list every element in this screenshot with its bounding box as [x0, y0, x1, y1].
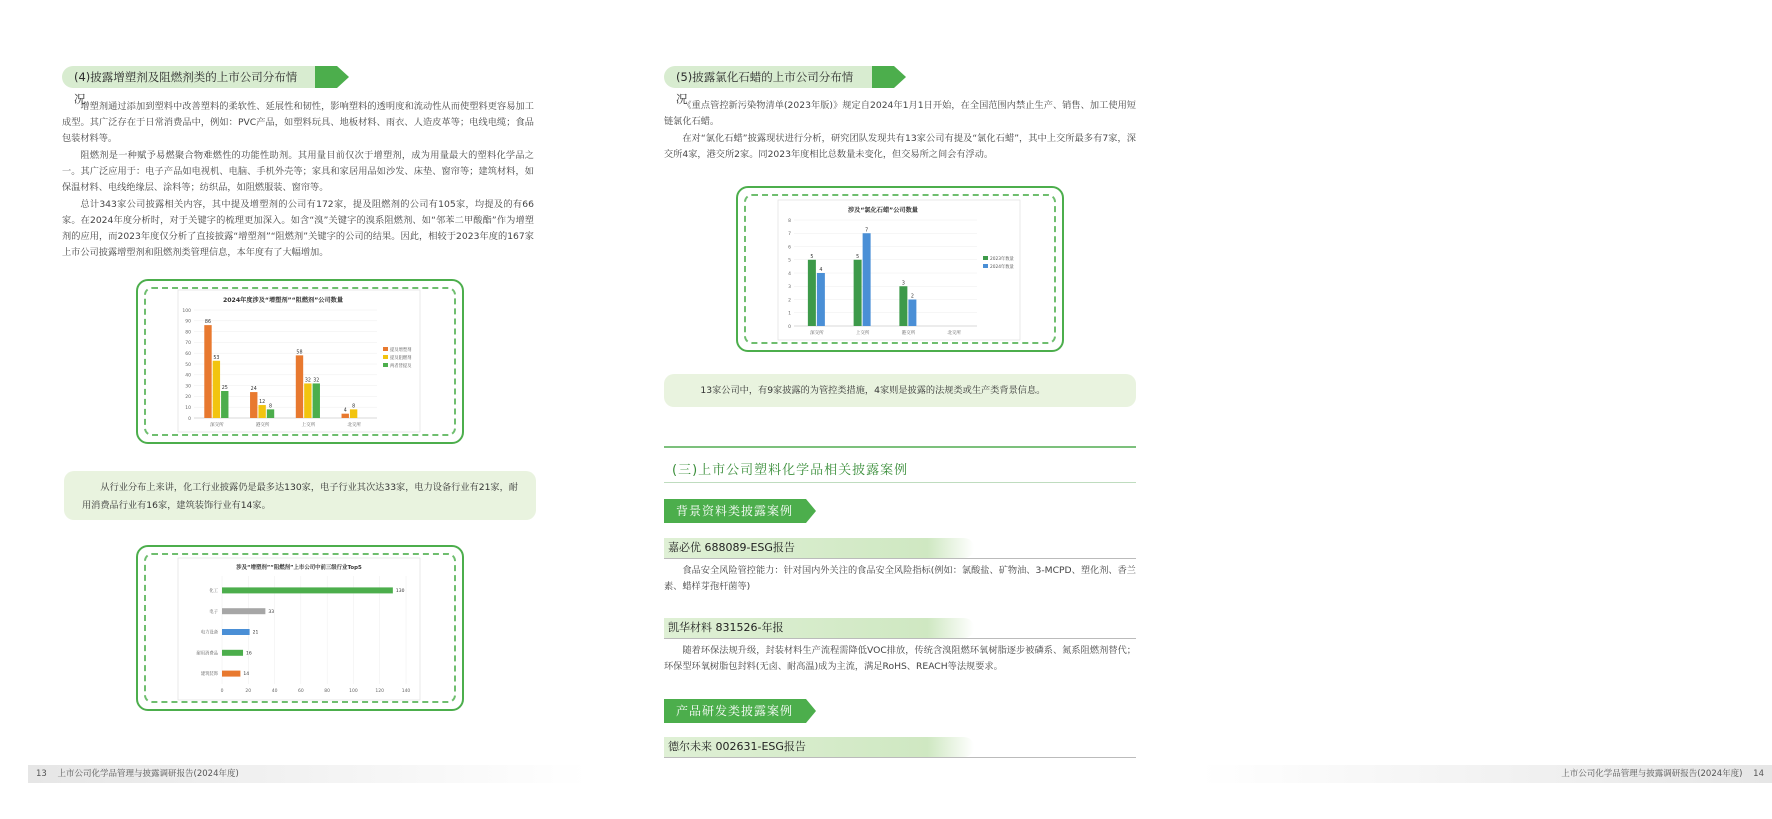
x-tick-label: 港交所 — [255, 423, 270, 428]
paragraph-r2: 在对“氯化石蜡”披露现状进行分析，研究团队发现共有13家公司有提及“氯化石蜡”，其中上交所最多有7家，深交所4家，港交所2家。同2023年度相比总数量未变化，但交易所之间会有浮动。 — [664, 133, 1136, 160]
bar — [222, 587, 393, 593]
bar-value-label: 5 — [856, 254, 860, 260]
tab-background-cases: 背景资料类披露案例 — [664, 499, 806, 523]
bar-value-label: 25 — [221, 386, 228, 391]
note-paraffin-text: 13家公司中，有9家披露的为管控类措施，4家则是披露的法规类或生产类背景信息。 — [700, 385, 1046, 396]
left-page — [0, 0, 600, 819]
divider — [664, 446, 1136, 448]
bar-value-label: 14 — [243, 672, 250, 678]
bar — [221, 391, 228, 418]
bar — [222, 650, 243, 656]
y-tick-label: 耐用消费品 — [196, 651, 218, 657]
y-tick-label: 2 — [788, 298, 791, 304]
section-title-plasticizer: (4)披露增塑剂及阻燃剂类的上市公司分布情况 — [62, 66, 337, 88]
y-tick-label: 0 — [188, 416, 191, 422]
bar-value-label: 32 — [304, 378, 311, 384]
tab-product-rd-cases: 产品研发类披露案例 — [664, 699, 806, 723]
x-tick-label: 80 — [324, 689, 331, 694]
y-tick-label: 20 — [185, 395, 191, 401]
case-title-deer: 德尔未来 002631-ESG报告 — [664, 737, 974, 757]
bar — [267, 409, 274, 418]
bar — [899, 286, 907, 326]
bar — [258, 405, 265, 418]
bar-value-label: 130 — [395, 589, 405, 594]
legend-label: 提及阻燃剂 — [390, 356, 412, 361]
y-tick-label: 5 — [788, 258, 791, 264]
x-tick-label: 60 — [297, 689, 304, 694]
chart-title: 涉及“增塑剂”“阻燃剂”上市公司中前三级行业Top5 — [236, 565, 362, 571]
y-tick-label: 化工 — [209, 589, 218, 594]
bar-value-label: 3 — [901, 281, 905, 287]
y-tick-label: 70 — [185, 341, 191, 347]
footer-title-left: 上市公司化学品管理与披露调研报告(2024年度) — [57, 769, 239, 779]
x-tick-label: 120 — [375, 689, 385, 694]
legend-label: 两者皆提及 — [390, 364, 412, 369]
y-tick-label: 60 — [185, 352, 191, 357]
bar — [908, 300, 916, 327]
bar — [204, 325, 211, 418]
y-tick-label: 建筑装饰 — [200, 672, 218, 678]
page-number-right: 14 — [1753, 769, 1764, 779]
x-tick-label: 100 — [349, 689, 358, 694]
page-number-left: 13 — [36, 769, 47, 779]
footer-title-right: 上市公司化学品管理与披露调研报告(2024年度) — [1561, 769, 1743, 779]
case-title-jiabiyou: 嘉必优 688089-ESG报告 — [664, 538, 974, 558]
bar — [222, 608, 265, 614]
cases-heading: (三)上市公司塑料化学品相关披露案例 — [672, 463, 909, 478]
bar — [863, 233, 871, 326]
y-tick-label: 4 — [788, 271, 791, 277]
x-tick-label: 140 — [401, 689, 411, 694]
bar — [350, 409, 357, 418]
x-tick-label: 北交所 — [347, 423, 361, 428]
bar — [854, 260, 862, 326]
bar — [817, 273, 825, 326]
bar-value-label: 8 — [352, 404, 356, 410]
note-industry — [64, 471, 536, 520]
y-tick-label: 30 — [185, 384, 191, 390]
bar-value-label: 8 — [268, 404, 273, 410]
footer-right — [1200, 765, 1772, 783]
x-tick-label: 深交所 — [210, 423, 224, 428]
bar-value-label: 2 — [910, 294, 914, 300]
bar — [222, 629, 250, 635]
y-tick-label: 40 — [185, 373, 191, 379]
legend-swatch — [383, 347, 388, 351]
y-tick-label: 7 — [788, 232, 791, 238]
bar — [296, 355, 303, 418]
x-tick-label: 港交所 — [901, 331, 916, 336]
bar-value-label: 86 — [204, 320, 212, 326]
paragraph-1: 增塑剂通过添加到塑料中改善塑料的柔软性、延展性和韧性，影响塑料的透明度和流动性从而使塑料更容易加工成型。其广泛存在于日常消费品中，例如：PVC产品，如塑料玩具、地板材料、雨衣、人造皮革等；电线电缆；食品包装材料等。 — [62, 101, 534, 144]
x-tick-label: 40 — [271, 689, 278, 694]
y-tick-label: 电力设备 — [200, 630, 218, 636]
y-tick-label: 0 — [788, 324, 791, 330]
bar-value-label: 12 — [259, 400, 266, 406]
y-tick-label: 80 — [185, 330, 191, 336]
divider-thin — [664, 482, 1136, 483]
case-text-kaihua: 随着环保法规升级，封装材料生产流程需降低VOC排放，传统含溴阻燃环氧树脂逐步被磷系、氮系阻燃剂替代；环保型环氧树脂包封料(无卤、耐高温)成为主流，满足RoHS、REACH等法规要求。 — [664, 645, 1136, 672]
legend-label: 提及增塑剂 — [390, 348, 412, 353]
bar — [222, 671, 240, 677]
case-text-jiabiyou: 食品安全风险管控能力：针对国内外关注的食品安全风险指标(例如：氯酸盐、矿物油、3-MCPD、塑化剂、香兰素、蜡样芽孢杆菌等) — [664, 565, 1136, 592]
legend-swatch — [983, 256, 988, 260]
x-tick-label: 北交所 — [947, 331, 961, 336]
chart-title: 2024年度涉及“增塑剂”“阻燃剂”公司数量 — [222, 297, 344, 304]
legend-label: 2023年数量 — [990, 257, 1014, 262]
bar-value-label: 16 — [246, 651, 252, 657]
y-tick-label: 3 — [788, 285, 791, 291]
chart-industry-top5 — [178, 558, 420, 700]
legend-swatch — [383, 355, 388, 359]
note-paraffin — [664, 374, 1136, 407]
chart-chlorinated-paraffin — [778, 200, 1020, 340]
y-tick-label: 6 — [788, 245, 791, 251]
y-tick-label: 1 — [788, 311, 791, 317]
y-tick-label: 50 — [185, 362, 191, 368]
bar-value-label: 53 — [213, 355, 220, 361]
x-tick-label: 深交所 — [810, 331, 824, 336]
y-tick-label: 100 — [182, 308, 191, 314]
bar — [313, 383, 320, 418]
bar-value-label: 58 — [296, 350, 303, 356]
section-title-chlorinated-paraffin: (5)披露氯化石蜡的上市公司分布情况 — [664, 66, 894, 88]
paragraph-2: 阻燃剂是一种赋予易燃聚合物难燃性的功能性助剂。其用量目前仅次于增塑剂，成为用量最大的塑料化学品之一。其广泛应用于：电子产品如电视机、电脑、手机外壳等；家具和家居用品如沙发、床垫、窗帘等；建筑材料，如保温材料、电线绝缘层、涂料等；纺织品，如阻燃服装、窗帘等。 — [62, 150, 534, 193]
bar-value-label: 4 — [819, 268, 823, 273]
y-tick-label: 8 — [788, 218, 791, 224]
bar-value-label: 32 — [313, 378, 320, 384]
bar-value-label: 21 — [252, 630, 259, 636]
bar — [250, 392, 257, 418]
case-title-kaihua: 凯华材料 831526-年报 — [664, 618, 974, 638]
chart-title: 涉及“氯化石蜡”公司数量 — [847, 207, 919, 214]
x-tick-label: 0 — [220, 689, 224, 694]
x-tick-label: 上交所 — [301, 423, 316, 428]
bar — [304, 383, 311, 418]
y-tick-label: 电子 — [209, 609, 218, 615]
bar-value-label: 5 — [810, 254, 814, 260]
note-industry-text: 从行业分布上来讲，化工行业披露仍是最多达130家，电子行业其次达33家，电力设备行业有21家，耐用消费品行业有16家，建筑装饰行业有14家。 — [82, 482, 518, 511]
legend-swatch — [383, 363, 388, 367]
chart-plasticizer-flame-retardant — [178, 290, 420, 432]
chart-background — [178, 558, 420, 700]
paragraph-3: 总计343家公司披露相关内容，其中提及增塑剂的公司有172家，提及阻燃剂的公司有105家，均提及的有66家。在2024年度分析时，对于关键字的梳理更加深入。如含“溴”关键字的溴系阻燃剂、如“邻苯二甲酸酯”作为增塑剂的应用，而2023年度仅分析了直接披露“增塑剂”“阻燃剂”关键字的公司的结果。因此，相较于2023年度的167家上市公司披露增塑剂和阻燃剂类管理信息，本年度有了大幅增加。 — [62, 199, 534, 258]
y-tick-label: 90 — [185, 319, 191, 325]
bar-value-label: 33 — [268, 609, 275, 615]
y-tick-label: 10 — [185, 406, 191, 411]
right-page — [600, 0, 1764, 819]
x-tick-label: 上交所 — [855, 331, 870, 336]
bar — [213, 361, 220, 418]
legend-label: 2024年数量 — [990, 265, 1014, 270]
bar-value-label: 7 — [865, 228, 869, 234]
bar — [342, 414, 349, 418]
bar — [808, 260, 816, 326]
x-tick-label: 20 — [245, 689, 252, 694]
bar-value-label: 4 — [343, 408, 347, 414]
legend-swatch — [983, 264, 988, 268]
footer-left — [28, 765, 588, 783]
paragraph-r1: 《重点管控新污染物清单(2023年版)》规定自2024年1月1日开始，在全国范围内禁止生产、销售、加工使用短链氯化石蜡。 — [664, 100, 1136, 127]
bar-value-label: 24 — [250, 387, 257, 393]
